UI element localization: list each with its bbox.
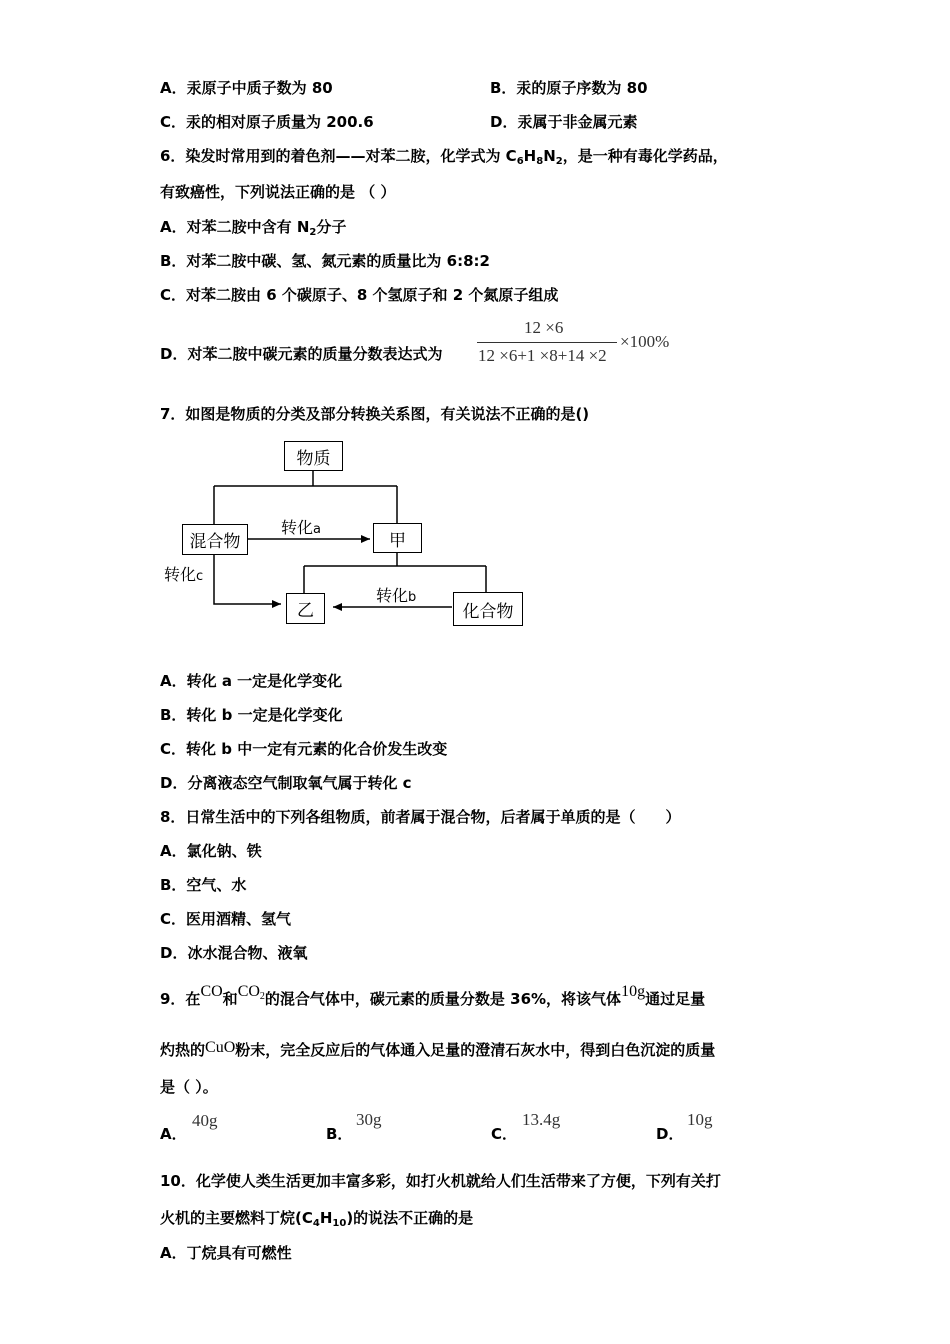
node-yi: 乙	[286, 593, 325, 624]
q9-option-d-value: 10g	[687, 1110, 713, 1129]
q6-option-c: C．对苯二胺由 6 个碳原子、8 个氢原子和 2 个氮原子组成	[160, 286, 559, 304]
q5-option-c: C．汞的相对原子质量为 200.6	[160, 113, 374, 131]
q6-stem-line1: 6．染发时常用到的着色剂——对苯二胺，化学式为 $C_6H_8N_2$，是一种有毒化学药品，	[160, 147, 728, 167]
conversion-a-label: 转化a	[281, 518, 321, 537]
q7-stem: 7．如图是物质的分类及部分转换关系图，有关说法不正确的是()	[160, 405, 590, 423]
node-jia: 甲	[373, 523, 422, 553]
q5-option-d: D．汞属于非金属元素	[490, 113, 638, 131]
q9-stem-line3: 是（ ）。	[160, 1078, 218, 1096]
q6-option-d: D．对苯二胺中碳元素的质量分数表达式为	[160, 345, 443, 363]
q8-option-d: D．冰水混合物、液氧	[160, 944, 308, 962]
conversion-c-label: 转化c	[164, 565, 204, 584]
q10-option-a: A．丁烷具有可燃性	[160, 1244, 292, 1262]
q8-option-a: A．氯化钠、铁	[160, 842, 262, 860]
node-mixture: 混合物	[182, 524, 248, 555]
fraction-numerator: 12 ×6	[524, 318, 564, 337]
node-compound: 化合物	[453, 592, 523, 626]
node-substance: 物质	[284, 441, 343, 471]
q6-option-a: A．对苯二胺中含有 $N_2$分子	[160, 218, 347, 238]
q5-option-a: A．汞原子中质子数为 80	[160, 79, 333, 97]
q6-option-b: B．对苯二胺中碳、氢、氮元素的质量比为 6:8:2	[160, 252, 490, 270]
fraction-percent: ×100%	[620, 332, 670, 351]
q7-option-b: B．转化 b 一定是化学变化	[160, 706, 343, 724]
q8-stem: 8．日常生活中的下列各组物质，前者属于混合物，后者属于单质的是（ ）	[160, 808, 681, 826]
q7-option-d: D．分离液态空气制取氧气属于转化 c	[160, 774, 412, 792]
q9-option-c-label: C．	[491, 1125, 518, 1143]
q7-option-a: A．转化 a 一定是化学变化	[160, 672, 343, 690]
q5-option-b: B．汞的原子序数为 80	[490, 79, 648, 97]
q9-option-b-label: B．	[326, 1125, 353, 1143]
fraction-denominator: 12 ×6+1 ×8+14 ×2	[478, 346, 607, 365]
q9-option-a-label: A．	[160, 1125, 187, 1143]
q9-stem-line2: 灼热的CuO粉末，完全反应后的气体通入足量的澄清石灰水中，得到白色沉淀的质量	[160, 1039, 716, 1059]
q9-option-c-value: 13.4g	[522, 1110, 561, 1129]
q10-stem-line1: 10．化学使人类生活更加丰富多彩，如打火机就给人们生活带来了方便，下列有关打	[160, 1172, 721, 1190]
q8-option-b: B．空气、水	[160, 876, 247, 894]
q9-option-a-value: 40g	[192, 1111, 218, 1130]
q9-option-d-label: D．	[656, 1125, 684, 1143]
conversion-b-label: 转化b	[376, 586, 417, 605]
q10-stem-line2: 火机的主要燃料丁烷$(C_4H_{10})$的说法不正确的是	[160, 1209, 474, 1229]
q6-stem-line2: 有致癌性，下列说法正确的是 （ ）	[160, 183, 396, 201]
q7-option-c: C．转化 b 中一定有元素的化合价发生改变	[160, 740, 448, 758]
q9-stem-line1: 9．在CO和$CO_2$的混合气体中，碳元素的质量分数是 36%，将该气体10g通过足量	[160, 983, 706, 1008]
q9-option-b-value: 30g	[356, 1110, 382, 1129]
q8-option-c: C．医用酒精、氢气	[160, 910, 292, 928]
